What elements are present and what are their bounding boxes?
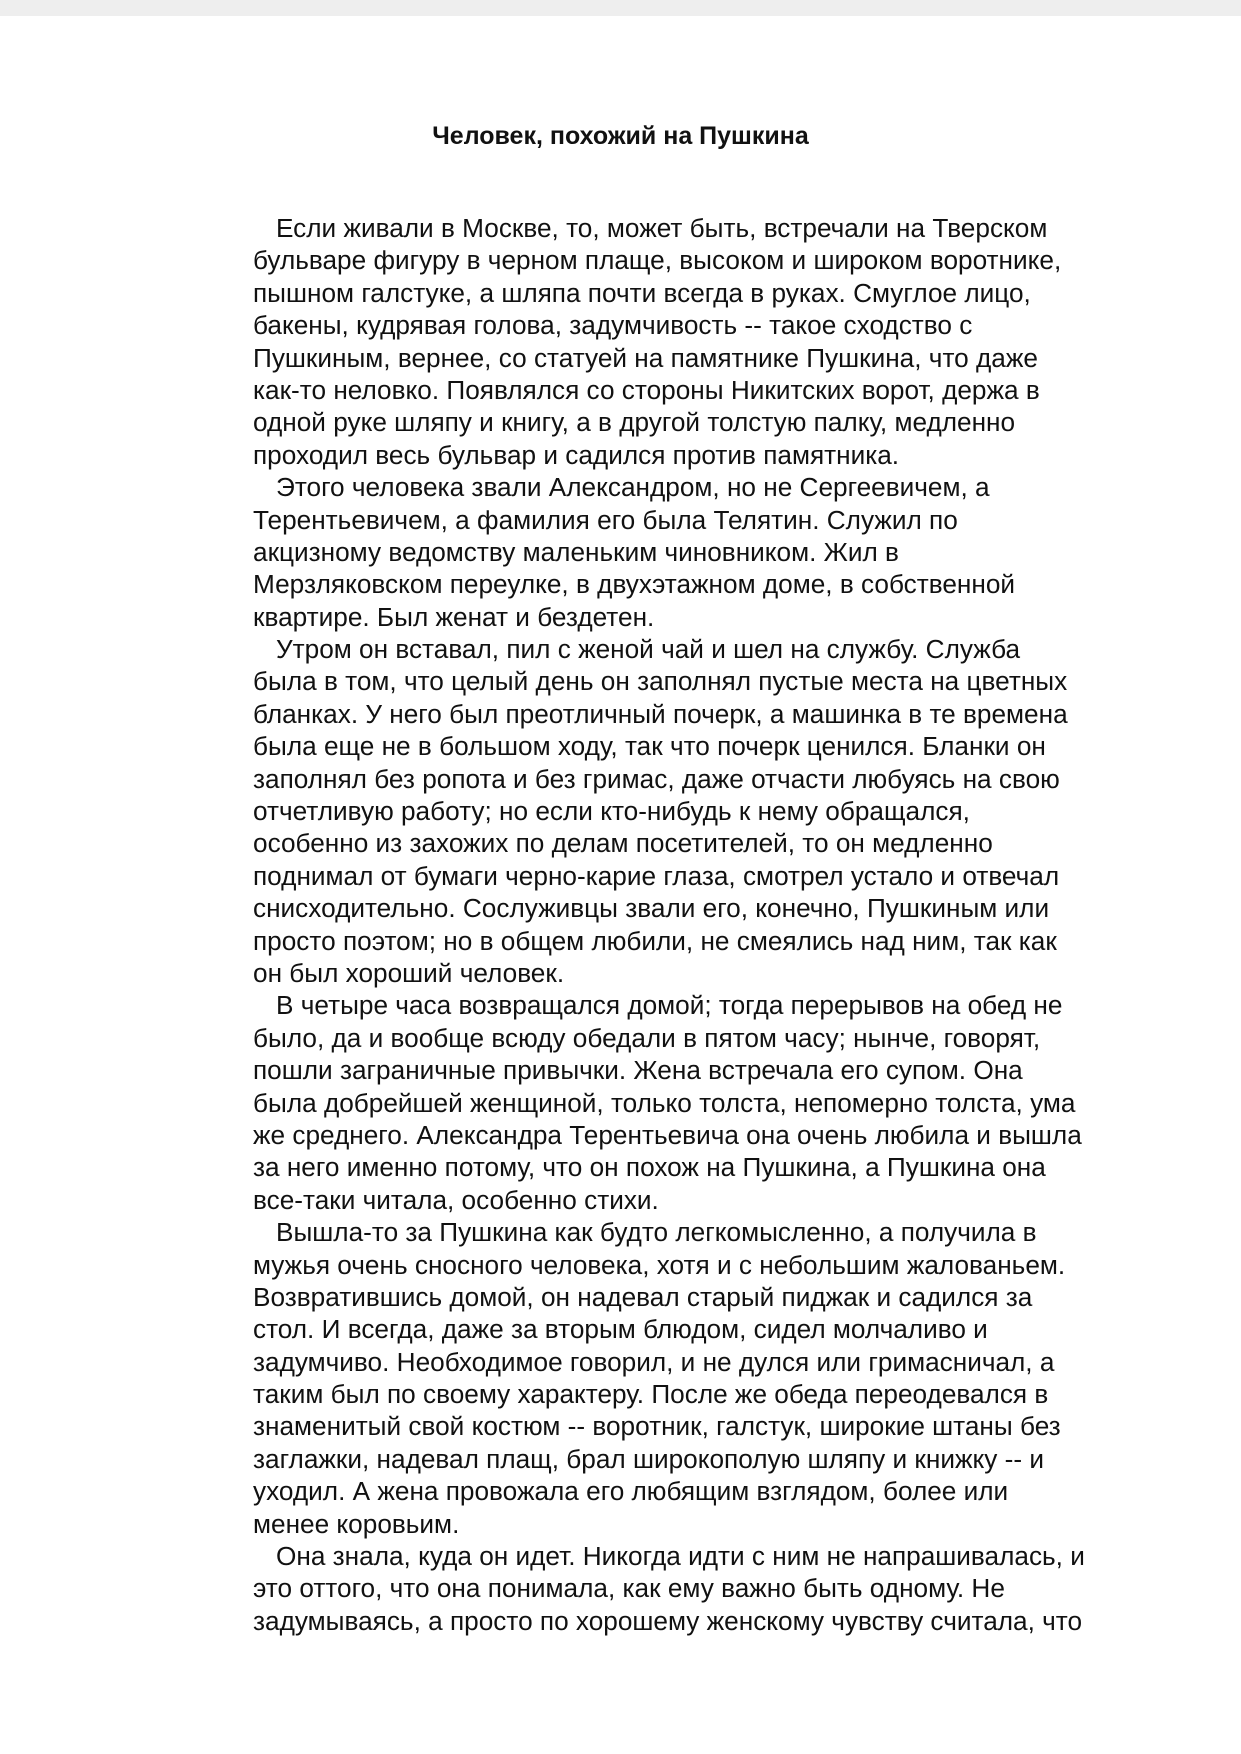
text-line: просто поэтом; но в общем любили, не смеялись над ним, так как bbox=[253, 925, 1057, 956]
text-line: поднимал от бумаги черно-карие глаза, смотрел устало и отвечал bbox=[253, 860, 1060, 891]
text-line: задумчиво. Необходимое говорил, и не дулся или гримасничал, а bbox=[253, 1346, 1055, 1377]
text-line: особенно из захожих по делам посетителей, то он медленно bbox=[253, 828, 993, 859]
text-line: заполнял без ропота и без гримас, даже отчасти любуясь на свою bbox=[253, 763, 1060, 794]
text-line: Вышла-то за Пушкина как будто легкомысленно, а получила в bbox=[276, 1217, 1037, 1248]
text-line: В четыре часа возвращался домой; тогда перерывов на обед не bbox=[276, 990, 1063, 1021]
text-line: бульваре фигуру в черном плаще, высоком и широком воротнике, bbox=[253, 245, 1062, 276]
text-line: акцизному ведомству маленьким чиновником. Жил в bbox=[253, 536, 899, 567]
text-line: же среднего. Александра Терентьевича она очень любила и вышла bbox=[253, 1119, 1082, 1150]
text-line: была еще не в большом ходу, так что почерк ценился. Бланки он bbox=[253, 731, 1046, 762]
text-line: квартире. Был женат и бездетен. bbox=[253, 601, 655, 632]
text-line: стол. И всегда, даже за вторым блюдом, сидел молчаливо и bbox=[253, 1314, 988, 1345]
text-line: мужья очень сносного человека, хотя и с небольшим жалованьем. bbox=[253, 1249, 1066, 1280]
text-line: Пушкиным, вернее, со статуей на памятнике Пушкина, что даже bbox=[253, 342, 1038, 373]
text-line: одной руке шляпу и книгу, а в другой толстую палку, медленно bbox=[253, 407, 1016, 438]
text-line: пышном галстуке, а шляпа почти всегда в руках. Смуглое лицо, bbox=[253, 277, 1031, 308]
text-line: Утром он вставал, пил с женой чай и шел на службу. Служба bbox=[276, 634, 1021, 665]
text-line: снисходительно. Сослуживцы звали его, конечно, Пушкиным или bbox=[253, 893, 1050, 924]
text-line: заглажки, надевал плащ, брал широкополую шляпу и книжку -- и bbox=[253, 1443, 1044, 1474]
text-line: за него именно потому, что он похож на Пушкина, а Пушкина она bbox=[253, 1152, 1046, 1183]
text-line: задумываясь, а просто по хорошему женскому чувству считала, что bbox=[253, 1605, 1083, 1636]
text-line: он был хороший человек. bbox=[253, 957, 565, 988]
text-line: бланках. У него был преотличный почерк, а машинка в те времена bbox=[253, 698, 1068, 729]
text-line: бакены, кудрявая голова, задумчивость -- такое сходство с bbox=[253, 310, 973, 341]
text-line: это оттого, что она понимала, как ему важно быть одному. Не bbox=[253, 1573, 1005, 1604]
text-line: была в том, что целый день он заполнял пустые места на цветных bbox=[253, 666, 1068, 697]
document-title: Человек, похожий на Пушкина bbox=[432, 122, 809, 150]
text-line: Терентьевичем, а фамилия его была Телятин. Служил по bbox=[253, 504, 958, 535]
text-line: Этого человека звали Александром, но не Сергеевичем, а bbox=[276, 472, 990, 503]
text-line: как-то неловко. Появлялся со стороны Никитских ворот, держа в bbox=[253, 374, 1040, 405]
text-line: отчетливую работу; но если кто-нибудь к нему обращался, bbox=[253, 796, 970, 827]
text-line: Она знала, куда он идет. Никогда идти с ним не напрашивалась, и bbox=[276, 1541, 1085, 1572]
text-line: пошли заграничные привычки. Жена встречала его супом. Она bbox=[253, 1055, 1023, 1086]
text-line: проходил весь бульвар и садился против памятника. bbox=[253, 439, 900, 470]
text-line: уходил. А жена провожала его любящим взглядом, более или bbox=[253, 1476, 1009, 1507]
text-line: Возвратившись домой, он надевал старый пиджак и садился за bbox=[253, 1281, 1033, 1312]
document-body bbox=[253, 212, 1183, 1637]
text-line: таким был по своему характеру. После же обеда переодевался в bbox=[253, 1379, 1049, 1410]
text-line: Если живали в Москве, то, может быть, встречали на Тверском bbox=[276, 213, 1048, 243]
text-line: знаменитый свой костюм -- воротник, галстук, широкие штаны без bbox=[253, 1411, 1061, 1442]
page-top-edge bbox=[0, 0, 1241, 16]
text-line: все-таки читала, особенно стихи. bbox=[253, 1184, 659, 1215]
text-line: Мерзляковском переулке, в двухэтажном доме, в собственной bbox=[253, 569, 1016, 600]
text-line: менее коровьим. bbox=[253, 1508, 460, 1539]
text-line: было, да и вообще всюду обедали в пятом часу; нынче, говорят, bbox=[253, 1022, 1041, 1053]
text-line: была добрейшей женщиной, только толста, непомерно толста, ума bbox=[253, 1087, 1076, 1118]
